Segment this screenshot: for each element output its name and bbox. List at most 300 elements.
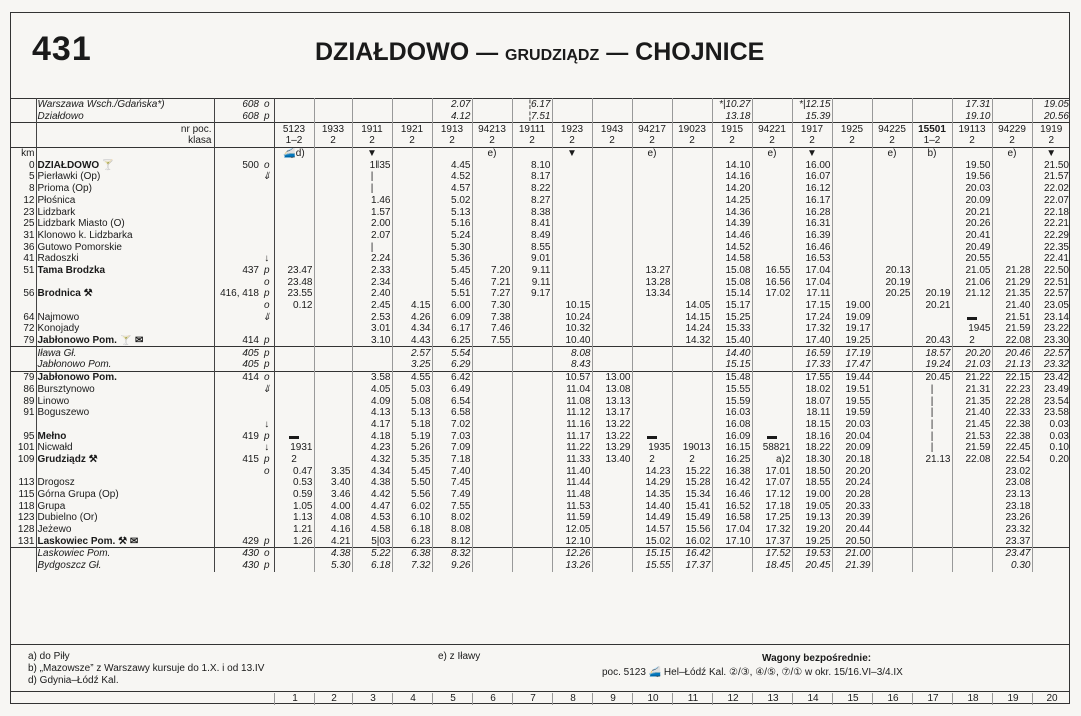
train-number-cell: 1911: [352, 123, 392, 135]
time-cell: [274, 395, 314, 407]
arrival-departure-indicator: p: [260, 347, 274, 359]
time-cell: [632, 311, 672, 323]
time-cell: 15.25: [712, 311, 752, 323]
table-row: [10, 465, 1070, 477]
time-cell: 7.38: [472, 311, 512, 323]
time-cell: 16.55: [752, 265, 792, 277]
time-cell: [392, 276, 432, 288]
time-cell: 17.12: [752, 489, 792, 501]
station-name: Tama Brodzka: [36, 265, 214, 277]
arrival-departure-indicator: o: [260, 300, 274, 312]
time-cell: 16.42: [712, 477, 752, 489]
time-cell: [672, 395, 712, 407]
station-name: Prioma (Op): [36, 183, 214, 195]
station-name: [36, 147, 214, 159]
time-cell: 20.28: [832, 489, 872, 501]
arrival-departure-indicator: ⇓: [260, 311, 274, 323]
time-cell: |: [352, 183, 392, 195]
time-cell: 4.08: [314, 512, 352, 524]
time-cell: 19.24: [912, 359, 952, 371]
time-cell: [632, 323, 672, 335]
time-cell: [752, 323, 792, 335]
footnote-b: b) „Mazowsze” z Warszawy kursuje do 1.X. i od 13.IV: [28, 663, 265, 674]
time-cell: [472, 407, 512, 419]
table-row: [10, 335, 1070, 347]
time-cell: 19.25: [792, 535, 832, 547]
ref-table-number: 429: [242, 535, 259, 547]
ref-table-number: [214, 218, 260, 230]
symbol-row: [10, 147, 1070, 159]
table-row: [10, 395, 1070, 407]
time-cell: 15.56: [672, 524, 712, 536]
km-cell: 72: [10, 323, 36, 335]
time-cell: [592, 230, 632, 242]
arrival-departure-indicator: ↓: [260, 442, 274, 454]
column-number: 10: [632, 693, 673, 705]
time-cell: 11.59: [552, 512, 592, 524]
time-cell: 6.09: [432, 311, 472, 323]
time-cell: [274, 230, 314, 242]
time-cell: [912, 265, 952, 277]
time-cell: [912, 323, 952, 335]
time-cell: 21.57: [1043, 171, 1069, 183]
time-cell: 6.17: [432, 323, 472, 335]
time-cell: [632, 218, 672, 230]
time-cell: 20.50: [832, 535, 872, 547]
time-cell: 20.19: [872, 276, 912, 288]
time-cell: [832, 241, 872, 253]
time-cell: 2.57: [392, 347, 432, 359]
time-cell: 17.40: [792, 335, 832, 347]
time-cell: *|12.15: [792, 99, 832, 111]
km-cell: [10, 123, 36, 135]
time-cell: [752, 159, 792, 171]
column-number: 13: [752, 693, 793, 705]
class-cell: 2: [472, 135, 512, 147]
time-cell: 20.26: [952, 218, 992, 230]
ref-table-number: [214, 171, 260, 183]
class-cell: 2: [512, 135, 552, 147]
station-name: Jabłonowo Pom.: [36, 371, 214, 383]
table-row: [10, 548, 1070, 560]
class-cell: 2: [552, 135, 592, 147]
time-cell: [832, 195, 872, 207]
time-cell: [912, 477, 952, 489]
arrival-departure-indicator: [260, 147, 274, 159]
class-cell: 1–2: [274, 135, 314, 147]
time-cell: 4.57: [432, 183, 472, 195]
time-cell: 19.55: [832, 395, 872, 407]
time-cell: 4.09: [352, 395, 392, 407]
time-cell: [472, 489, 512, 501]
time-cell: [632, 335, 672, 347]
time-cell: 17.55: [792, 371, 832, 383]
time-cell: [632, 230, 672, 242]
time-cell: [632, 419, 672, 431]
time-cell: 3.40: [314, 477, 352, 489]
time-cell: 1.13: [274, 512, 314, 524]
table-row: [10, 195, 1070, 207]
time-cell: [832, 276, 872, 288]
time-cell: 16.31: [792, 218, 832, 230]
ref-table-number: [214, 206, 260, 218]
time-cell: [832, 230, 872, 242]
time-cell: 4.38: [314, 548, 352, 560]
table-number: 431: [32, 30, 92, 68]
time-cell: 1.21: [274, 524, 314, 536]
time-cell: [592, 241, 632, 253]
time-cell: 18.30: [792, 454, 832, 466]
table-row: [10, 454, 1070, 466]
class-cell: 2: [992, 135, 1032, 147]
time-cell: [672, 171, 712, 183]
time-cell: 7.02: [432, 419, 472, 431]
time-cell: [672, 430, 712, 442]
route-dash-2: —: [606, 40, 629, 65]
class-cell: 2: [672, 135, 712, 147]
time-cell: 8.12: [432, 535, 472, 547]
time-cell: 11.17: [552, 430, 592, 442]
time-cell: 23.55: [274, 288, 314, 300]
time-cell: 21.31: [952, 384, 992, 396]
time-cell: [1032, 535, 1070, 547]
time-cell: [472, 99, 512, 111]
arrival-departure-indicator: p: [260, 560, 274, 572]
time-cell: 20.09: [952, 195, 992, 207]
time-cell: 10.24: [552, 311, 592, 323]
time-cell: ▬: [952, 311, 992, 323]
time-cell: 6.10: [392, 512, 432, 524]
time-cell: [912, 206, 952, 218]
table-row: [10, 371, 1070, 383]
time-cell: 16.56: [752, 276, 792, 288]
time-cell: 20.13: [872, 265, 912, 277]
time-cell: [952, 300, 992, 312]
time-cell: [592, 359, 632, 371]
time-cell: 22.54: [992, 454, 1032, 466]
time-cell: 4.13: [352, 407, 392, 419]
time-cell: [672, 183, 712, 195]
km-cell: [10, 347, 36, 359]
time-cell: [632, 206, 672, 218]
time-cell: 20.03: [952, 183, 992, 195]
column-number: 3: [352, 693, 393, 705]
time-cell: [472, 347, 512, 359]
station-name: Górna Grupa (Op): [36, 489, 214, 501]
time-cell: 13.13: [592, 395, 632, 407]
time-cell: 5.36: [432, 253, 472, 265]
time-cell: 6.02: [392, 500, 432, 512]
time-cell: 7.55: [472, 335, 512, 347]
time-cell: 23.08: [992, 477, 1032, 489]
station-name: Konojady: [36, 323, 214, 335]
time-cell: 16.25: [712, 454, 752, 466]
station-name: Drogosz: [36, 477, 214, 489]
time-cell: [472, 371, 512, 383]
time-cell: 19.13: [792, 512, 832, 524]
time-cell: 3.46: [314, 489, 352, 501]
time-cell: 13.17: [592, 407, 632, 419]
time-cell: 21.35: [952, 395, 992, 407]
time-cell: 4.05: [352, 384, 392, 396]
time-cell: [314, 111, 352, 123]
time-cell: 15.41: [672, 500, 712, 512]
station-name: Pierławki (Op): [36, 171, 214, 183]
time-cell: 17.10: [712, 535, 752, 547]
time-cell: 13.22: [592, 430, 632, 442]
time-cell: 7.46: [472, 323, 512, 335]
time-cell: [592, 218, 632, 230]
time-cell: 11.16: [552, 419, 592, 431]
ref-table-number: [214, 135, 260, 147]
ref-table-number: [214, 195, 260, 207]
time-cell: [274, 241, 314, 253]
station-name: [36, 419, 214, 431]
time-cell: 20.20: [952, 347, 992, 359]
time-cell: [952, 560, 992, 572]
station-name: Bydgoszcz Gł.: [36, 560, 214, 572]
time-cell: 5.45: [432, 265, 472, 277]
column-number: 17: [912, 693, 953, 705]
time-cell: 58821: [752, 442, 792, 454]
time-cell: 5.02: [432, 195, 472, 207]
time-cell: [592, 535, 632, 547]
time-cell: [314, 347, 352, 359]
timetable-grid: [10, 98, 1070, 572]
time-cell: [552, 183, 592, 195]
time-cell: [992, 218, 1032, 230]
time-cell: [552, 241, 592, 253]
time-cell: 8.17: [512, 171, 552, 183]
time-cell: 14.57: [632, 524, 672, 536]
time-cell: 21.35: [992, 288, 1032, 300]
time-cell: 4.23: [352, 442, 392, 454]
ref-table-number: 608: [214, 99, 260, 111]
symbol-cell: e): [472, 147, 512, 159]
time-cell: 17.47: [832, 359, 872, 371]
time-cell: 2.45: [352, 300, 392, 312]
time-cell: 16.12: [792, 183, 832, 195]
time-cell: [472, 395, 512, 407]
time-cell: [472, 465, 512, 477]
time-cell: [872, 524, 912, 536]
time-cell: 15.49: [672, 512, 712, 524]
time-cell: [512, 442, 552, 454]
time-cell: 21.12: [952, 288, 992, 300]
time-cell: 5.50: [392, 477, 432, 489]
time-cell: 8.32: [432, 548, 472, 560]
arrival-departure-indicator: o: [260, 465, 274, 477]
time-cell: 20.24: [832, 477, 872, 489]
table-row: [10, 323, 1070, 335]
time-cell: [912, 253, 952, 265]
time-cell: 8.22: [512, 183, 552, 195]
time-cell: 14.15: [672, 311, 712, 323]
train-number-cell: 19111: [512, 123, 552, 135]
time-cell: [314, 206, 352, 218]
time-cell: 1.26: [274, 535, 314, 547]
time-cell: 22.38: [992, 419, 1032, 431]
time-cell: 20.21: [952, 206, 992, 218]
table-row: [10, 560, 1070, 572]
table-row: [10, 489, 1070, 501]
symbol-cell: [952, 147, 992, 159]
symbol-cell: ▼: [352, 147, 392, 159]
time-cell: [1032, 489, 1070, 501]
time-cell: 19.00: [792, 489, 832, 501]
column-number: 8: [552, 693, 593, 705]
time-cell: ▬: [632, 430, 672, 442]
time-cell: [472, 171, 512, 183]
time-cell: 22.29: [1043, 229, 1069, 241]
time-cell: [552, 276, 592, 288]
column-number: 19: [992, 693, 1033, 705]
time-cell: [472, 195, 512, 207]
arrival-departure-indicator: [260, 395, 274, 407]
ref-table-number: [214, 477, 260, 489]
time-cell: [912, 230, 952, 242]
time-cell: [872, 183, 912, 195]
time-cell: [552, 253, 592, 265]
time-cell: [752, 335, 792, 347]
symbol-cell: ▼: [552, 147, 592, 159]
km-cell: [10, 111, 36, 123]
time-cell: [712, 548, 752, 560]
time-cell: 4.38: [352, 477, 392, 489]
time-cell: 15.08: [712, 276, 752, 288]
time-cell: 7.30: [472, 300, 512, 312]
time-cell: 22.38: [992, 430, 1032, 442]
time-cell: [552, 206, 592, 218]
time-cell: [274, 560, 314, 572]
time-cell: 23.02: [992, 465, 1032, 477]
time-cell: 20.33: [832, 500, 872, 512]
time-cell: 7.45: [432, 477, 472, 489]
time-cell: 14.36: [712, 206, 752, 218]
km-cell: [10, 276, 36, 288]
time-cell: |: [912, 384, 952, 396]
time-cell: 1.05: [274, 500, 314, 512]
time-cell: [872, 323, 912, 335]
train-number-cell: 94213: [472, 123, 512, 135]
time-cell: [314, 241, 352, 253]
time-cell: [472, 230, 512, 242]
time-cell: 3.35: [314, 465, 352, 477]
time-cell: 14.39: [712, 218, 752, 230]
time-cell: [512, 500, 552, 512]
wagony-title: Wagony bezpośrednie:: [762, 653, 872, 664]
time-cell: 16.17: [792, 195, 832, 207]
time-cell: [632, 183, 672, 195]
time-cell: [1032, 500, 1070, 512]
time-cell: [752, 218, 792, 230]
symbol-cell: e): [752, 147, 792, 159]
time-cell: [392, 253, 432, 265]
station-name: Grudziądz ⚒: [36, 454, 214, 466]
time-cell: 20.04: [832, 430, 872, 442]
time-cell: 21.53: [952, 430, 992, 442]
symbol-cell: [592, 147, 632, 159]
table-row: [10, 265, 1070, 277]
symbol-cell: b): [912, 147, 952, 159]
time-cell: 12.05: [552, 524, 592, 536]
time-cell: 22.08: [992, 335, 1032, 347]
time-cell: [872, 230, 912, 242]
time-cell: 14.24: [672, 323, 712, 335]
symbol-cell: e): [632, 147, 672, 159]
time-cell: 19.50: [952, 159, 992, 171]
time-cell: 3.25: [392, 359, 432, 371]
ref-table-number: [214, 500, 260, 512]
time-cell: 23.47: [274, 265, 314, 277]
arrival-departure-indicator: [260, 195, 274, 207]
time-cell: [592, 477, 632, 489]
time-cell: [832, 99, 872, 111]
time-cell: 22.23: [992, 384, 1032, 396]
time-cell: [632, 195, 672, 207]
class-cell: 2: [792, 135, 832, 147]
time-cell: 16.46: [712, 489, 752, 501]
time-cell: [872, 241, 912, 253]
time-cell: 8.49: [512, 230, 552, 242]
time-cell: [632, 395, 672, 407]
time-cell: [592, 560, 632, 572]
arrival-departure-indicator: ↓: [260, 253, 274, 265]
time-cell: [472, 454, 512, 466]
time-cell: [672, 230, 712, 242]
class-cell: 2: [832, 135, 872, 147]
km-cell: [10, 560, 36, 572]
ref-table-number: [214, 395, 260, 407]
ref-table-number: [214, 524, 260, 536]
time-cell: 14.23: [632, 465, 672, 477]
time-cell: 4.21: [314, 535, 352, 547]
time-cell: [472, 560, 512, 572]
time-cell: [472, 384, 512, 396]
time-cell: [752, 359, 792, 371]
arrival-departure-indicator: ⇓: [260, 384, 274, 396]
time-cell: [752, 300, 792, 312]
time-cell: [274, 359, 314, 371]
km-cell: 8: [10, 183, 36, 195]
time-cell: [592, 500, 632, 512]
time-cell: [832, 111, 872, 123]
time-cell: [274, 99, 314, 111]
arrival-departure-indicator: p: [260, 111, 274, 123]
train-number-cell: 1943: [592, 123, 632, 135]
time-cell: [752, 395, 792, 407]
time-cell: [872, 548, 912, 560]
arrival-departure-indicator: [260, 407, 274, 419]
time-cell: 13.00: [592, 371, 632, 383]
time-cell: [314, 359, 352, 371]
time-cell: [592, 311, 632, 323]
time-cell: 23.54: [1043, 395, 1069, 407]
km-cell: 123: [10, 512, 36, 524]
time-cell: [592, 99, 632, 111]
time-cell: [592, 323, 632, 335]
time-cell: 11.48: [552, 489, 592, 501]
time-cell: 2.07: [432, 99, 472, 111]
km-cell: [10, 419, 36, 431]
time-cell: 21.13: [912, 454, 952, 466]
time-cell: 5.45: [392, 465, 432, 477]
time-cell: [1032, 524, 1070, 536]
time-cell: 4.18: [352, 430, 392, 442]
time-cell: [512, 465, 552, 477]
time-cell: 21.59: [952, 442, 992, 454]
time-cell: 17.31: [952, 99, 992, 111]
